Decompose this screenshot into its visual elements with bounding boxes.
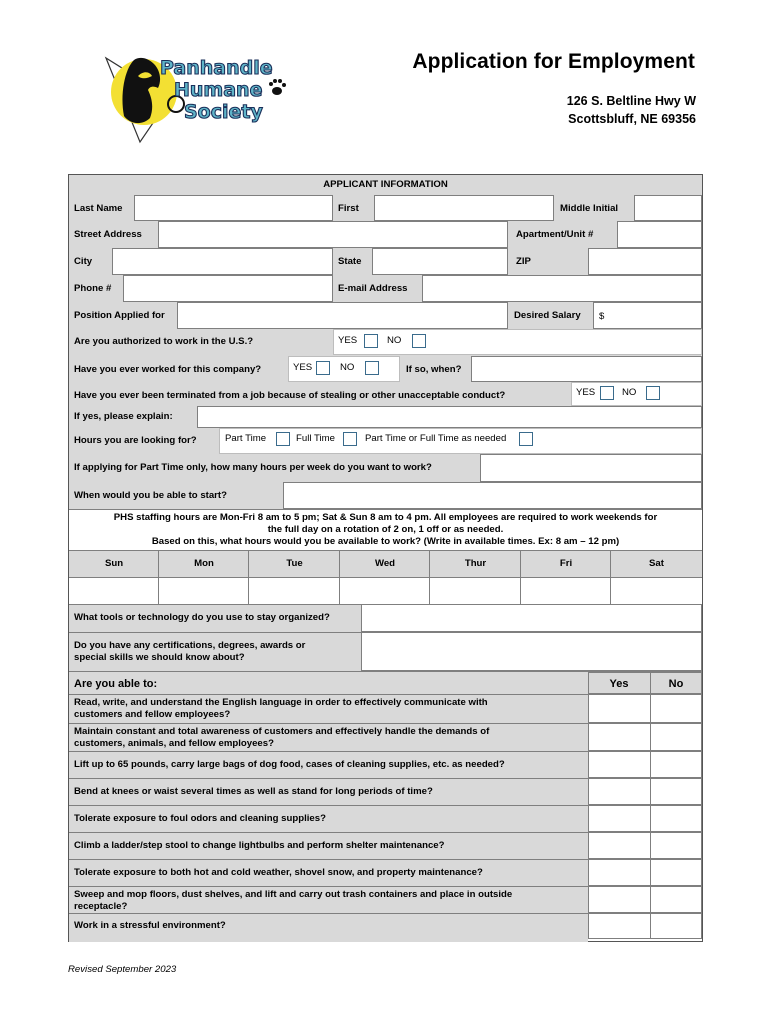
city-label: City <box>74 256 93 267</box>
ability-no-field[interactable] <box>650 694 702 723</box>
staffing-line-1: PHS staffing hours are Mon-Fri 8 am to 5 pm; Sat & Sun 8 am to 4 pm. All employees are required to work weekends for <box>113 512 658 523</box>
ability-text: Sweep and mop floors, dust shelves, and lift and carry out trash containers and place in outside <box>74 889 513 900</box>
address-line-2: Scottsbluff, NE 69356 <box>568 112 696 126</box>
position-label: Position Applied for <box>74 310 165 321</box>
day-wed: Wed <box>374 558 396 569</box>
terminated-no-checkbox[interactable] <box>646 386 660 400</box>
part-or-full-label: Part Time or Full Time as needed <box>365 433 507 444</box>
ability-no-field[interactable] <box>650 886 702 913</box>
ability-text: customers, animals, and fellow employees? <box>74 738 274 749</box>
ability-text: Bend at knees or waist several times as well as stand for long periods of time? <box>74 785 433 797</box>
sat-hours-field[interactable] <box>611 578 701 604</box>
logo-text-line3: Society <box>184 101 263 123</box>
divider <box>69 859 588 860</box>
ability-yes-field[interactable] <box>588 859 651 886</box>
full-time-label: Full Time <box>296 433 335 444</box>
ability-text: Work in a stressful environment? <box>74 920 226 931</box>
explain-field[interactable] <box>197 406 702 428</box>
divider <box>69 751 588 752</box>
divider <box>69 778 588 779</box>
humane-society-logo <box>100 46 290 146</box>
worked-no-checkbox[interactable] <box>365 361 379 375</box>
state-label: State <box>338 256 362 267</box>
divider <box>69 694 588 695</box>
ability-text: Climb a ladder/step stool to change lightbulbs and perform shelter maintenance? <box>74 839 445 851</box>
authorized-no-label: NO <box>387 335 402 346</box>
address-line-1: 126 S. Beltline Hwy W <box>566 94 696 108</box>
ability-yes-field[interactable] <box>588 723 651 751</box>
ability-text: Tolerate exposure to foul odors and cleaning supplies? <box>74 812 326 824</box>
ability-text: Tolerate exposure to both hot and cold weather, shovel snow, and property maintenance? <box>74 866 483 878</box>
part-time-label: Part Time <box>225 433 267 444</box>
desired-salary-field[interactable] <box>593 302 702 329</box>
tools-question: What tools or technology do you use to stay organized? <box>74 612 330 623</box>
ability-no-field[interactable] <box>650 751 702 778</box>
day-thur: Thur <box>464 558 487 569</box>
if-so-when-label: If so, when? <box>406 364 462 375</box>
start-question: When would you be able to start? <box>74 490 227 501</box>
day-sat: Sat <box>649 558 664 569</box>
position-field[interactable] <box>177 302 508 329</box>
part-time-checkbox[interactable] <box>276 432 290 446</box>
ability-no-field[interactable] <box>650 859 702 886</box>
part-time-hours-field[interactable] <box>480 454 702 482</box>
last-name-field[interactable] <box>134 195 333 221</box>
email-label: E-mail Address <box>338 283 408 294</box>
if-so-when-field[interactable] <box>471 356 702 382</box>
divider <box>69 805 588 806</box>
state-field[interactable] <box>372 248 508 275</box>
divider <box>69 550 702 551</box>
ability-no-field[interactable] <box>650 832 702 859</box>
part-or-full-checkbox[interactable] <box>519 432 533 446</box>
ability-text: Lift up to 65 pounds, carry large bags of dog food, cases of cleaning supplies, etc. as needed? <box>74 758 505 770</box>
ability-text: Maintain constant and total awareness of customers and effectively handle the demands of <box>74 726 490 737</box>
ability-yes-field[interactable] <box>588 694 651 723</box>
divider <box>69 723 588 724</box>
ability-text: customers and fellow employees? <box>74 709 231 720</box>
terminated-question: Have you ever been terminated from a job because of stealing or other unacceptable conduct? <box>74 390 506 401</box>
terminated-no-label: NO <box>622 387 637 398</box>
authorized-yes-checkbox[interactable] <box>364 334 378 348</box>
phone-field[interactable] <box>123 275 333 302</box>
certifications-field[interactable] <box>361 632 702 671</box>
section-title: APPLICANT INFORMATION <box>323 179 448 190</box>
hours-looking-question: Hours you are looking for? <box>74 435 197 446</box>
terminated-yes-label: YES <box>576 387 596 398</box>
street-address-label: Street Address <box>74 229 142 240</box>
city-field[interactable] <box>112 248 333 275</box>
authorized-question: Are you authorized to work in the U.S.? <box>74 336 254 347</box>
start-field[interactable] <box>283 482 702 509</box>
divider <box>69 509 702 510</box>
ability-no-field[interactable] <box>650 778 702 805</box>
day-fri: Fri <box>559 558 573 569</box>
worked-before-question: Have you ever worked for this company? <box>74 364 262 375</box>
ability-yes-field[interactable] <box>588 751 651 778</box>
explain-label: If yes, please explain: <box>74 411 173 422</box>
authorized-no-checkbox[interactable] <box>412 334 426 348</box>
wed-hours-field[interactable] <box>340 578 429 604</box>
phone-label: Phone # <box>74 283 112 294</box>
terminated-yes-checkbox[interactable] <box>600 386 614 400</box>
abilities-header: Are you able to: <box>74 678 158 690</box>
day-tue: Tue <box>286 558 303 569</box>
ability-no-field[interactable] <box>650 805 702 832</box>
certifications-question-line1: Do you have any certifications, degrees, awards or <box>74 640 306 651</box>
email-field[interactable] <box>422 275 702 302</box>
certifications-question-line2: special skills we should know about? <box>74 652 245 663</box>
no-column-header: No <box>668 678 684 690</box>
street-address-field[interactable] <box>158 221 508 248</box>
fri-hours-field[interactable] <box>521 578 610 604</box>
worked-yes-checkbox[interactable] <box>316 361 330 375</box>
zip-label: ZIP <box>516 256 531 267</box>
authorized-yes-label: YES <box>338 335 358 346</box>
sun-hours-field[interactable] <box>70 578 158 604</box>
revised-date: Revised September 2023 <box>68 964 177 975</box>
part-time-hours-question: If applying for Part Time only, how many hours per week do you want to work? <box>74 462 432 473</box>
logo-text-line1: Panhandle <box>160 57 273 79</box>
ability-no-field[interactable] <box>650 913 702 939</box>
thur-hours-field[interactable] <box>430 578 520 604</box>
middle-initial-label: Middle Initial <box>560 203 619 214</box>
divider <box>69 832 588 833</box>
ability-yes-field[interactable] <box>588 778 651 805</box>
page-title: Application for Employment <box>412 50 695 73</box>
salary-dollar-sign: $ <box>599 311 605 322</box>
ability-no-field[interactable] <box>650 723 702 751</box>
ability-yes-field[interactable] <box>588 832 651 859</box>
ability-text: Read, write, and understand the English language in order to effectively communicate with <box>74 697 488 708</box>
staffing-line-2: the full day on a rotation of 2 on, 1 off or as needed. <box>267 524 504 535</box>
mon-hours-field[interactable] <box>159 578 248 604</box>
divider <box>69 913 588 914</box>
worked-yes-label: YES <box>293 362 313 373</box>
divider <box>69 632 361 633</box>
day-mon: Mon <box>194 558 214 569</box>
tools-field[interactable] <box>361 604 702 632</box>
zip-field[interactable] <box>588 248 702 275</box>
last-name-label: Last Name <box>74 203 123 214</box>
day-sun: Sun <box>104 558 124 569</box>
ability-yes-field[interactable] <box>588 805 651 832</box>
first-name-field[interactable] <box>374 195 554 221</box>
ability-yes-field[interactable] <box>588 886 651 913</box>
divider <box>69 886 588 887</box>
ability-text: receptacle? <box>74 901 128 912</box>
desired-salary-label: Desired Salary <box>514 310 581 321</box>
first-name-label: First <box>338 203 359 214</box>
staffing-line-3: Based on this, what hours would you be available to work? (Write in available times. Ex: 8 am – 12 pm) <box>151 536 620 547</box>
apartment-label: Apartment/Unit # <box>516 229 594 240</box>
apartment-field[interactable] <box>617 221 702 248</box>
tue-hours-field[interactable] <box>249 578 339 604</box>
ability-yes-field[interactable] <box>588 913 651 939</box>
yes-column-header: Yes <box>609 678 629 690</box>
worked-no-label: NO <box>340 362 355 373</box>
full-time-checkbox[interactable] <box>343 432 357 446</box>
logo-text-line2: Humane <box>174 79 263 101</box>
middle-initial-field[interactable] <box>634 195 702 221</box>
